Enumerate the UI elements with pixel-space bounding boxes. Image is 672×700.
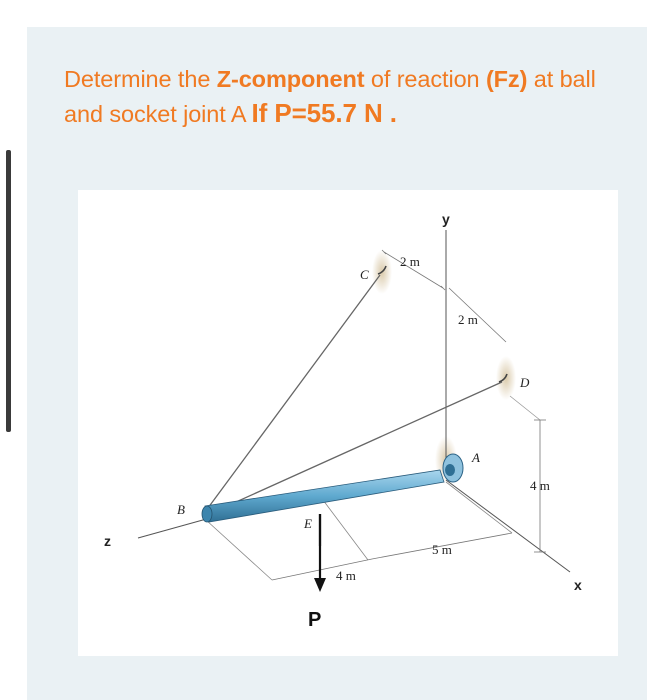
anchor-d-shade — [496, 356, 516, 400]
question-part3: at ball and socket joint A — [64, 66, 596, 127]
dim-4m-vert-label: 4 m — [530, 478, 550, 493]
figure-diagram — [78, 190, 618, 656]
question-part2: of reaction — [364, 66, 486, 92]
point-b-label: B — [177, 502, 185, 517]
rod-member — [202, 470, 444, 522]
axis-y-label: y — [442, 211, 450, 227]
dim-2m-mid-label: 2 m — [458, 312, 478, 327]
mechanics-figure — [78, 190, 618, 656]
question-text — [64, 62, 624, 131]
question-bold-load-value: If P=55.7 N . — [251, 98, 397, 128]
scroll-indicator-bar — [6, 150, 11, 432]
dim-line-4m-bottom — [272, 559, 372, 580]
dim-4m-bottom-label: 4 m — [336, 568, 356, 583]
ball-socket-a — [443, 454, 463, 482]
dim-ext-b — [206, 520, 272, 580]
load-p-arrow — [314, 514, 326, 592]
dim-5m-label: 5 m — [432, 542, 452, 557]
axis-x-label: x — [574, 577, 582, 593]
point-a-label: A — [472, 450, 480, 465]
load-p-label: P — [308, 609, 322, 631]
question-part1: Determine the — [64, 66, 217, 92]
question-bold-z-component: Z-component — [216, 66, 365, 92]
dim-2m-top-label: 2 m — [400, 254, 420, 269]
point-d-label: D — [520, 375, 530, 390]
question-bold-fz: (Fz) — [485, 66, 528, 92]
z-axis-line — [138, 518, 210, 538]
x-axis-line — [446, 480, 570, 572]
axis-z-label: z — [104, 533, 111, 549]
point-e-label: E — [304, 516, 312, 531]
point-c-label: C — [360, 267, 369, 282]
dim-ext-e — [323, 500, 368, 560]
